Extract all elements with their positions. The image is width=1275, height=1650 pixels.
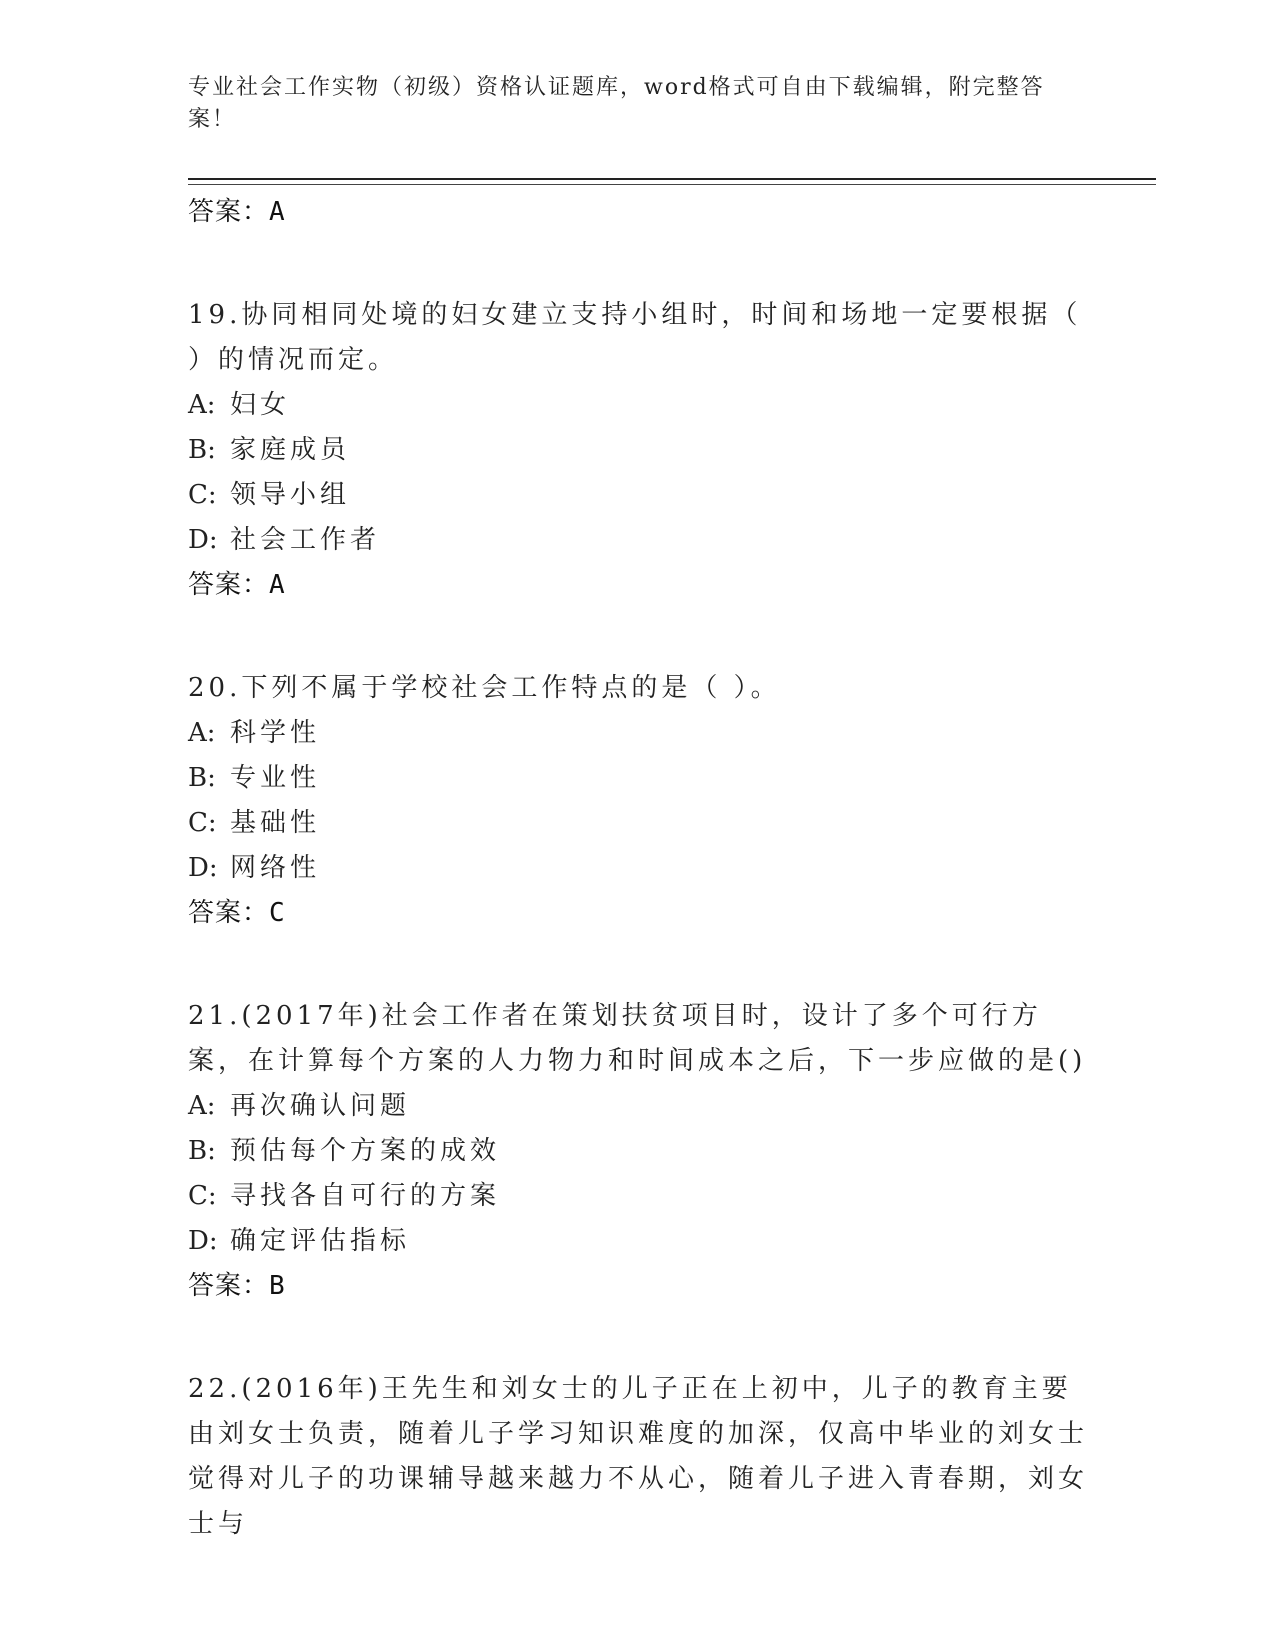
spacer — [188, 1309, 1088, 1367]
option-text: 科学性 — [230, 718, 321, 748]
answer-label: 答案： — [188, 898, 270, 928]
answer-value: A — [269, 570, 286, 600]
option-a — [188, 1084, 1088, 1129]
option-text: 妇女 — [230, 390, 291, 420]
answer-value: B — [269, 1271, 286, 1301]
option-a — [188, 711, 1088, 756]
spacer — [188, 936, 1088, 994]
option-letter: C: — [188, 1181, 217, 1211]
option-text: 确定评估指标 — [230, 1226, 411, 1256]
answer-line — [188, 190, 1088, 235]
option-d — [188, 1219, 1088, 1264]
option-a — [188, 383, 1088, 428]
option-b — [188, 756, 1088, 801]
option-letter: A: — [188, 718, 216, 748]
option-text: 寻找各自可行的方案 — [230, 1181, 501, 1211]
option-letter: D: — [188, 853, 218, 883]
option-text: 专业性 — [230, 763, 321, 793]
question-text: 19.协同相同处境的妇女建立支持小组时，时间和场地一定要根据（ ）的情况而定。 — [188, 300, 1082, 375]
answer-value: C — [269, 898, 286, 928]
answer-label: 答案： — [188, 570, 270, 600]
answer-value: A — [269, 197, 286, 227]
option-text: 再次确认问题 — [230, 1091, 411, 1121]
option-letter: A: — [188, 390, 216, 420]
option-letter: A: — [188, 1091, 216, 1121]
option-c — [188, 801, 1088, 846]
option-letter: D: — [188, 525, 218, 555]
answer-line — [188, 891, 1088, 936]
option-d — [188, 846, 1088, 891]
answer-label: 答案： — [188, 197, 270, 227]
option-letter: B: — [188, 1136, 216, 1166]
option-text: 领导小组 — [230, 480, 351, 510]
option-b — [188, 1129, 1088, 1174]
option-c — [188, 1174, 1088, 1219]
option-text: 预估每个方案的成效 — [230, 1136, 501, 1166]
option-letter: D: — [188, 1226, 218, 1256]
option-text: 社会工作者 — [230, 525, 381, 555]
answer-line — [188, 563, 1088, 608]
option-text: 基础性 — [230, 808, 321, 838]
option-c — [188, 473, 1088, 518]
option-text: 家庭成员 — [230, 435, 351, 465]
answer-label: 答案： — [188, 1271, 270, 1301]
question-text: 20.下列不属于学校社会工作特点的是（ ）。 — [188, 673, 781, 703]
option-letter: C: — [188, 480, 217, 510]
spacer — [188, 235, 1088, 293]
header-rule-thin — [188, 184, 1156, 185]
option-letter: B: — [188, 763, 216, 793]
option-b — [188, 428, 1088, 473]
option-letter: C: — [188, 808, 217, 838]
question-text: 22.(2016年)王先生和刘女士的儿子正在上初中，儿子的教育主要由刘女士负责，随着儿子学习知识难度的加深，仅高中毕业的刘女士觉得对儿子的功课辅导越来越力不从心，随着儿子进入青春期，刘女士与 — [188, 1374, 1089, 1539]
option-d — [188, 518, 1088, 563]
spacer — [188, 608, 1088, 666]
answer-line — [188, 1264, 1088, 1309]
question-content — [188, 190, 1088, 1547]
page-header: 专业社会工作实物（初级）资格认证题库，word格式可自由下载编辑，附完整答案！ — [188, 75, 1045, 132]
option-text: 网络性 — [230, 853, 321, 883]
option-letter: B: — [188, 435, 216, 465]
question-text: 21.(2017年)社会工作者在策划扶贫项目时，设计了多个可行方案，在计算每个方案的人力物力和时间成本之后，下一步应做的是() — [188, 1001, 1087, 1076]
header-rule-thick — [188, 178, 1156, 180]
